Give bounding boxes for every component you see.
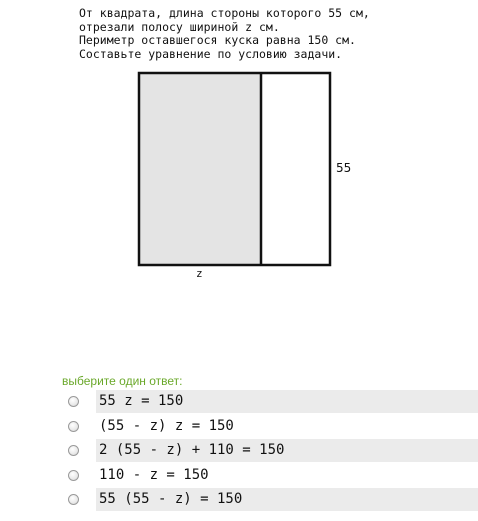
option-formula: 55 (55 - z) = 150 (99, 491, 243, 507)
side-length-label: 55 (336, 161, 352, 175)
problem-line: От квадрата, длина стороны которого 55 см, (79, 6, 370, 20)
radio-button[interactable] (68, 421, 79, 432)
answer-option[interactable] (62, 464, 478, 489)
radio-button[interactable] (68, 494, 79, 505)
answer-option[interactable] (62, 439, 478, 464)
option-formula: 55 z = 150 (99, 393, 184, 409)
problem-line: Периметр оставшегося куска равна 150 см. (79, 33, 356, 47)
option-formula: (55 - z) z = 150 (99, 417, 234, 434)
answer-option[interactable] (62, 488, 478, 513)
answer-option[interactable] (62, 390, 478, 415)
strip-width-label: z (196, 267, 203, 280)
radio-button[interactable] (68, 470, 79, 481)
answer-option[interactable] (62, 415, 478, 440)
remaining-piece (139, 73, 261, 265)
option-formula: 2 (55 - z) + 110 = 150 (99, 442, 285, 458)
radio-button[interactable] (68, 445, 79, 456)
answer-prompt: выберите один ответ: (62, 374, 183, 388)
radio-button[interactable] (68, 396, 79, 407)
problem-line: отрезали полосу шириной z см. (79, 19, 280, 34)
problem-line: Составьте уравнение по условию задачи. (79, 46, 343, 61)
answer-options (62, 390, 478, 513)
option-formula: 110 - z = 150 (99, 466, 209, 483)
